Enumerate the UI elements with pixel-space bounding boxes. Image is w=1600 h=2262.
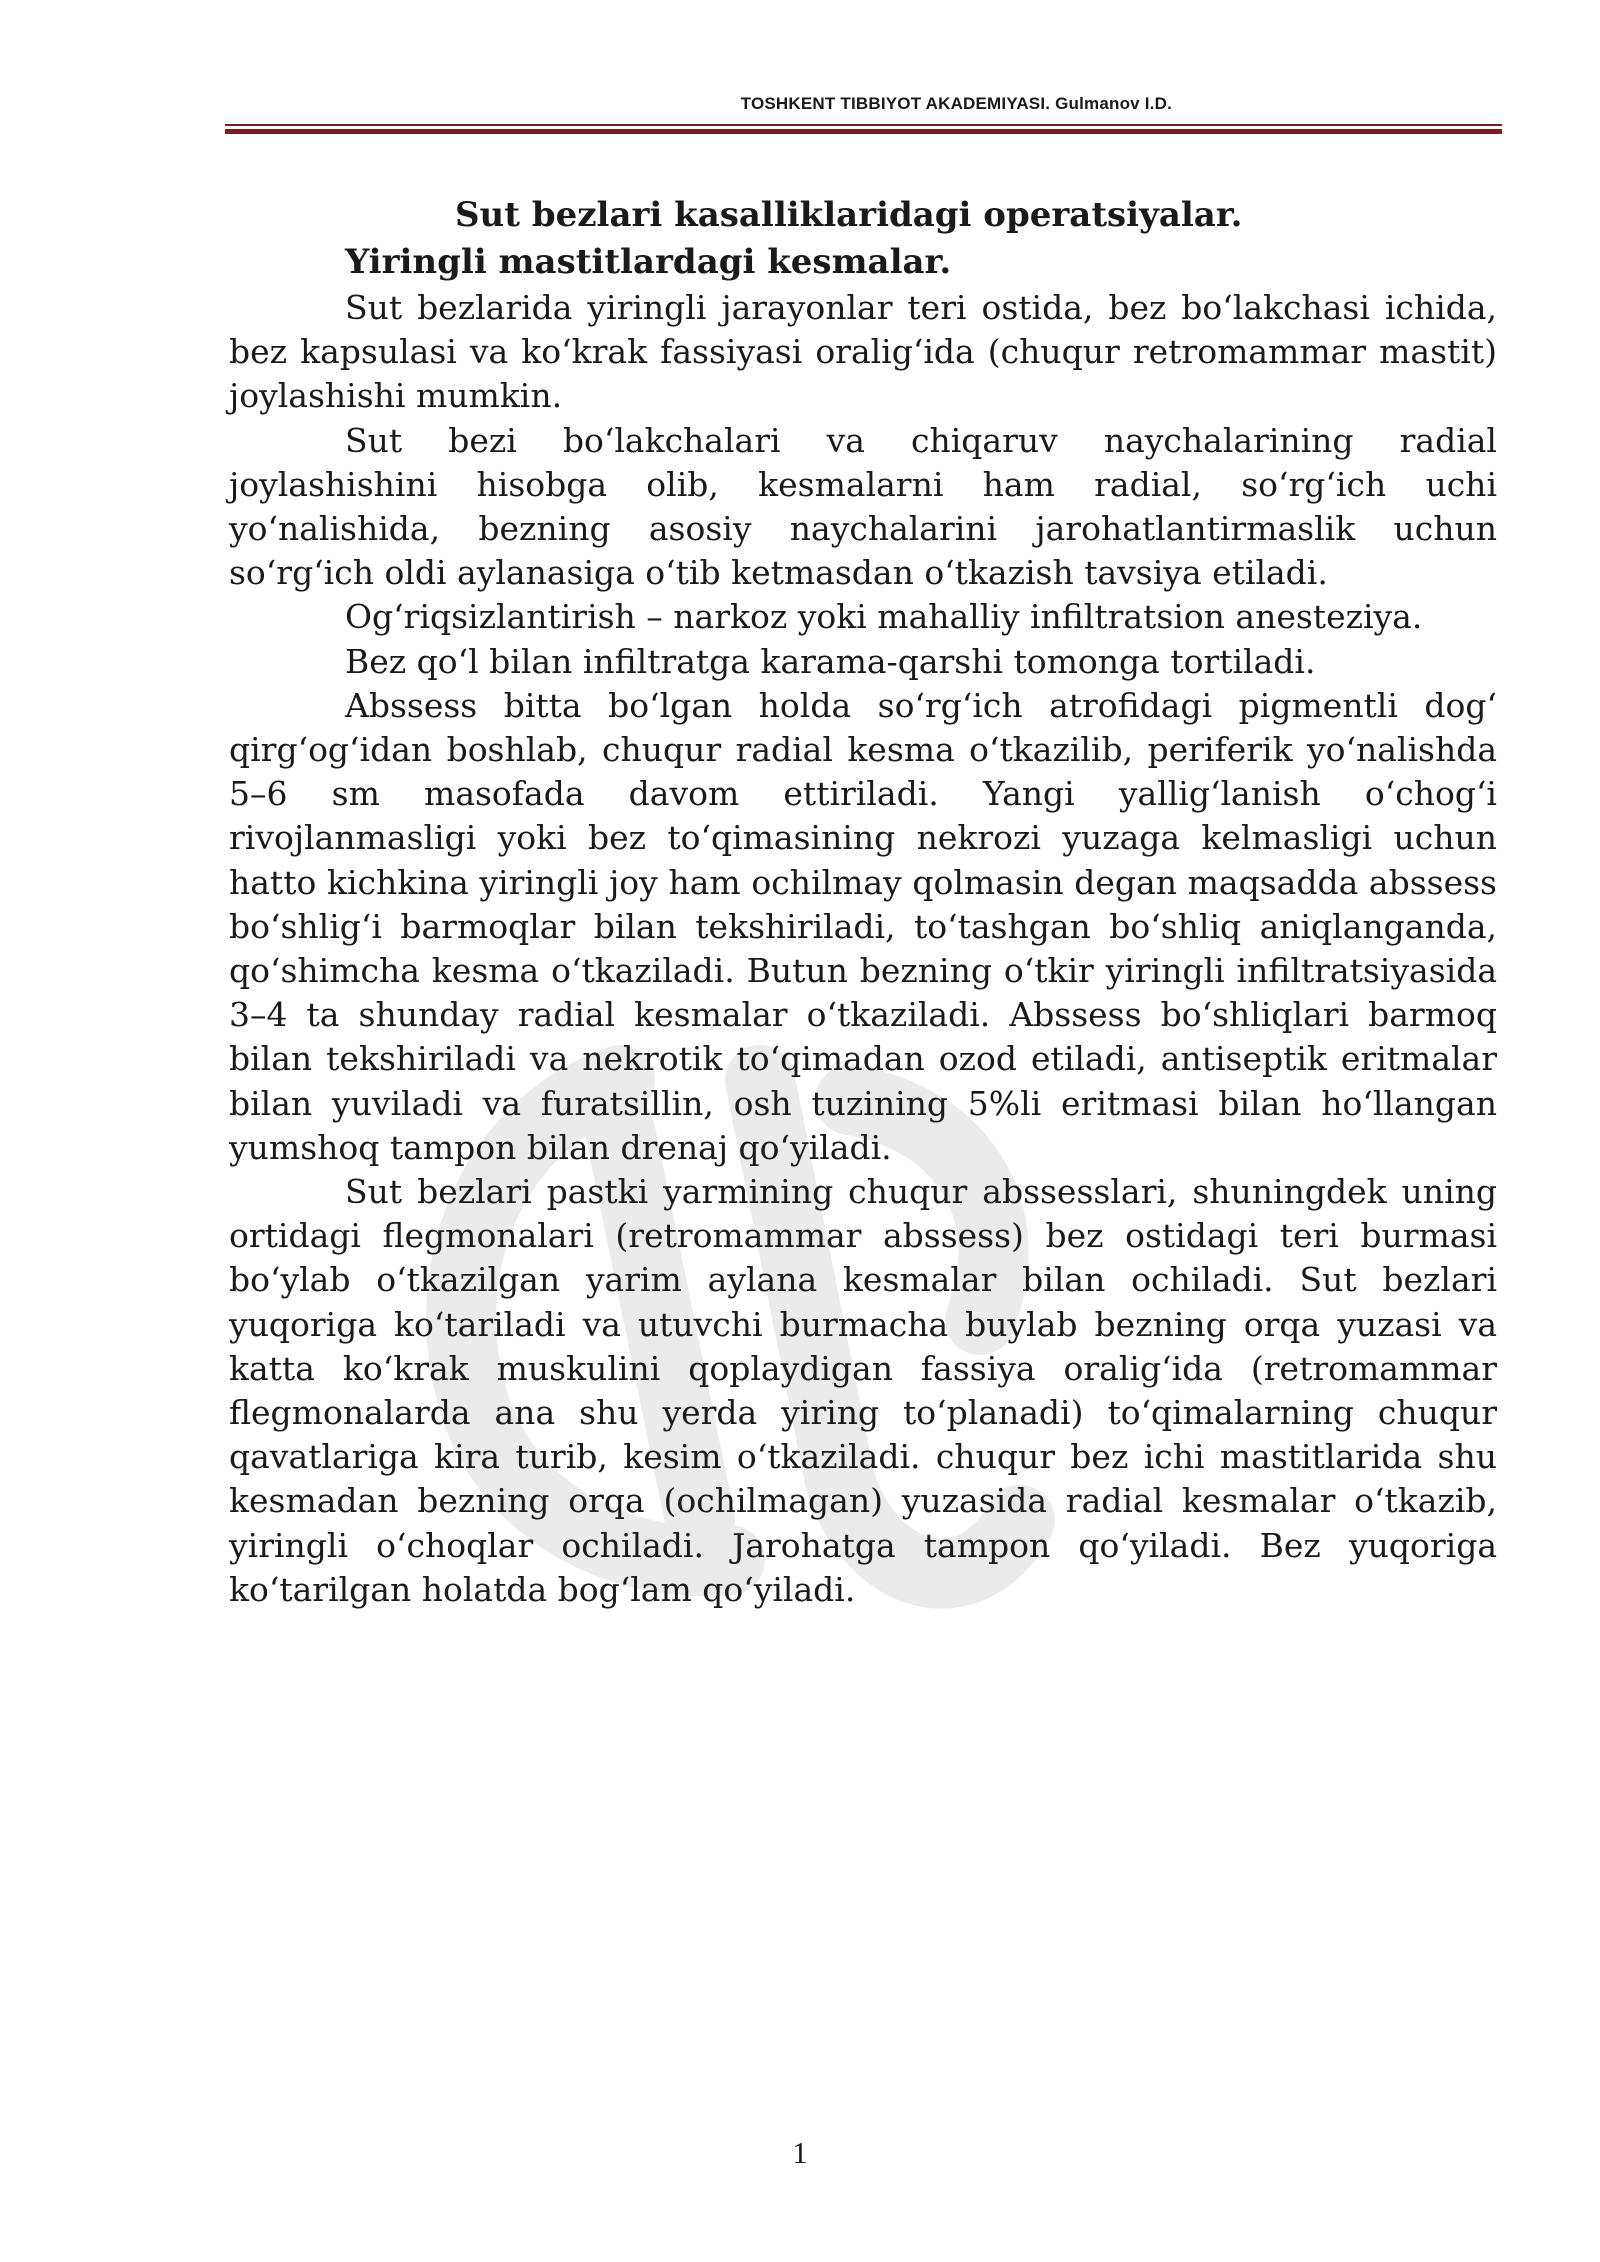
page-number: 1 — [792, 2135, 808, 2170]
running-header — [225, 94, 1502, 114]
paragraph: Sut bezlarida yiringli jarayonlar teri ostida, bez bo‘lakchasi ichida, bez kapsulasi va ko‘krak fassiyasi oralig‘ida (chuqur retromammar mastit) joylashishi mumkin. — [229, 288, 1497, 416]
header-rule-thin — [225, 124, 1502, 126]
document-body — [229, 192, 1497, 1612]
header-rule-thick — [225, 129, 1502, 134]
document-title: Sut bezlari kasalliklaridagi operatsiyalar. — [455, 195, 1243, 235]
paragraph: Bez qo‘l bilan infiltratga karama-qarshi tomonga tortiladi. — [345, 641, 1316, 681]
header-text: TOSHKENT TIBBIYOT AKADEMIYASI. Gulmanov I.D. — [740, 94, 1172, 113]
paragraph: Og‘riqsizlantirish – narkoz yoki mahalliy infiltratsion anesteziya. — [345, 597, 1423, 637]
document-subtitle: Yiringli mastitlardagi kesmalar. — [345, 242, 952, 282]
paragraph: Sut bezlari pastki yarmining chuqur abssesslari, shuningdek uning ortidagi flegmonalari (retromammar abssess) bez ostidagi teri burmasi bo‘ylab o‘tkazilgan yarim aylana kesmalar bilan ochiladi. Sut bezlari yuqoriga ko‘tariladi va utuvchi burmacha buylab bezning orqa yuzasi va katta ko‘krak muskulini qoplaydigan fassiya oralig‘ida (retromammar flegmonalarda ana shu yerda yiring to‘planadi) to‘qimalarning chuqur qavatlariga kira turib, kesim o‘tkaziladi. chuqur bez ichi mastitlarida shu kesmadan bezning orqa (ochilmagan) yuzasida radial kesmalar o‘tkazib, yiringli o‘choqlar ochiladi. Jarohatga tampon qo‘yiladi. Bez yuqoriga ko‘tarilgan holatda bog‘lam qo‘yiladi. — [229, 1172, 1497, 1609]
paragraph: Abssess bitta bo‘lgan holda so‘rg‘ich atrofidagi pigmentli dog‘ qirg‘og‘idan boshlab, chuqur radial kesma o‘tkazilib, periferik yo‘nalishda 5–6 sm masofada davom ettiriladi. Yangi yallig‘lanish o‘chog‘i rivojlanmasligi yoki bez to‘qimasining nekrozi yuzaga kelmasligi uchun hatto kichkina yiringli joy ham ochilmay qolmasin degan maqsadda abssess bo‘shlig‘i barmoqlar bilan tekshiriladi, to‘tashgan bo‘shliq aniqlanganda, qo‘shimcha kesma o‘tkaziladi. Butun bezning o‘tkir yiringli infiltratsiyasida 3–4 ta shunday radial kesmalar o‘tkaziladi. Abssess bo‘shliqlari barmoq bilan tekshiriladi va nekrotik to‘qimadan ozod etiladi, antiseptik eritmalar bilan yuviladi va furatsillin, osh tuzining 5%li eritmasi bilan ho‘llangan yumshoq tampon bilan drenaj qo‘yiladi. — [229, 685, 1497, 1167]
paragraph: Sut bezi bo‘lakchalari va chiqaruv naychalarining radial joylashishini hisobga olib, kesmalarni ham radial, so‘rg‘ich uchi yo‘nalishida, bezning asosiy naychalarini jarohatlantirmaslik uchun so‘rg‘ich oldi aylanasiga o‘tib ketmasdan o‘tkazish tavsiya etiladi. — [229, 420, 1497, 593]
